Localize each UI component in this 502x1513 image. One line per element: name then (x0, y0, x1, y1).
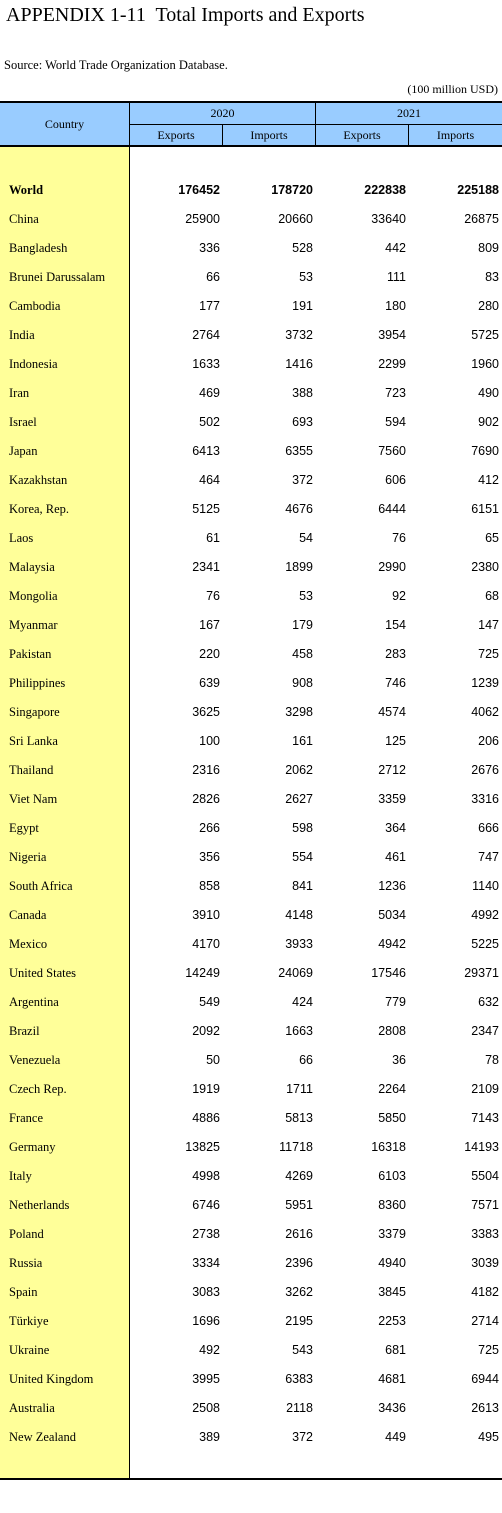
value-exports-2020: 502 (199, 415, 220, 429)
table-row (0, 350, 502, 379)
value-imports-2021: 495 (478, 1430, 499, 1444)
value-imports-2020: 1711 (286, 1082, 313, 1096)
country-name: Viet Nam (9, 792, 58, 806)
table-row (0, 1278, 502, 1307)
value-exports-2021: 6444 (378, 502, 406, 516)
value-exports-2020: 266 (199, 821, 220, 835)
value-imports-2021: 2613 (471, 1401, 499, 1415)
value-imports-2020: 191 (292, 299, 313, 313)
value-imports-2021: 65 (485, 531, 499, 545)
value-imports-2021: 725 (478, 1343, 499, 1357)
table-row (0, 872, 502, 901)
table-row (0, 930, 502, 959)
value-exports-2021: 92 (392, 589, 406, 603)
country-name: Nigeria (9, 850, 47, 864)
country-name: Mexico (9, 937, 48, 951)
value-imports-2021: 29371 (464, 966, 499, 980)
value-imports-2021: 280 (478, 299, 499, 313)
value-exports-2020: 2738 (192, 1227, 220, 1241)
value-exports-2021: 180 (385, 299, 406, 313)
value-exports-2020: 100 (199, 734, 220, 748)
value-exports-2020: 2764 (192, 328, 220, 342)
value-exports-2021: 283 (385, 647, 406, 661)
value-imports-2021: 5725 (471, 328, 499, 342)
value-exports-2021: 3436 (378, 1401, 406, 1415)
table-row (0, 1046, 502, 1075)
value-exports-2020: 336 (199, 241, 220, 255)
country-name: Italy (9, 1169, 32, 1183)
value-imports-2021: 1960 (471, 357, 499, 371)
table-row (0, 1162, 502, 1191)
value-exports-2020: 66 (206, 270, 220, 284)
country-name: Türkiye (9, 1314, 49, 1328)
country-name: Venezuela (9, 1053, 61, 1067)
value-imports-2020: 2627 (285, 792, 313, 806)
table-bottom-border (0, 1478, 502, 1480)
country-name: Bangladesh (9, 241, 68, 255)
country-name: Ukraine (9, 1343, 50, 1357)
table-row (0, 379, 502, 408)
value-exports-2021: 1236 (378, 879, 406, 893)
value-imports-2021: 147 (478, 618, 499, 632)
value-exports-2021: 5850 (378, 1111, 406, 1125)
value-imports-2021: 902 (478, 415, 499, 429)
source-note: Source: World Trade Organization Database. (4, 58, 228, 72)
value-exports-2020: 4998 (192, 1169, 220, 1183)
value-exports-2020: 50 (206, 1053, 220, 1067)
value-imports-2020: 2062 (285, 763, 313, 777)
table-row (0, 1394, 502, 1423)
table-row (0, 1336, 502, 1365)
country-name: Spain (9, 1285, 38, 1299)
value-imports-2021: 3316 (471, 792, 499, 806)
value-imports-2021: 809 (478, 241, 499, 255)
value-exports-2020: 1696 (192, 1314, 220, 1328)
value-imports-2020: 24069 (278, 966, 313, 980)
value-imports-2021: 3039 (471, 1256, 499, 1270)
table-row (0, 524, 502, 553)
value-exports-2020: 4886 (192, 1111, 220, 1125)
value-imports-2021: 7690 (471, 444, 499, 458)
country-name: Philippines (9, 676, 66, 690)
value-imports-2020: 4148 (285, 908, 313, 922)
value-exports-2021: 3954 (378, 328, 406, 342)
table-row (0, 698, 502, 727)
country-name: Germany (9, 1140, 56, 1154)
table-row (0, 1220, 502, 1249)
country-name: Egypt (9, 821, 39, 835)
header-country: Country (0, 103, 130, 145)
value-imports-2021: 412 (478, 473, 499, 487)
value-imports-2021: 2380 (471, 560, 499, 574)
value-exports-2020: 167 (199, 618, 220, 632)
value-exports-2020: 858 (199, 879, 220, 893)
value-exports-2020: 3334 (192, 1256, 220, 1270)
header-year-2021: 2021 (316, 103, 502, 125)
value-exports-2020: 2508 (192, 1401, 220, 1415)
country-name: Iran (9, 386, 30, 400)
value-exports-2020: 3625 (192, 705, 220, 719)
country-name: Brazil (9, 1024, 40, 1038)
value-exports-2020: 4170 (192, 937, 220, 951)
value-imports-2021: 7143 (471, 1111, 499, 1125)
value-exports-2021: 723 (385, 386, 406, 400)
value-imports-2020: 3298 (285, 705, 313, 719)
value-imports-2020: 5951 (285, 1198, 313, 1212)
country-name: Kazakhstan (9, 473, 68, 487)
table-row (0, 408, 502, 437)
country-name: Myanmar (9, 618, 58, 632)
value-imports-2021: 747 (478, 850, 499, 864)
value-imports-2021: 4182 (471, 1285, 499, 1299)
value-imports-2021: 2109 (471, 1082, 499, 1096)
value-imports-2021: 2714 (471, 1314, 499, 1328)
country-name: Australia (9, 1401, 55, 1415)
country-name: United States (9, 966, 77, 980)
value-exports-2021: 8360 (378, 1198, 406, 1212)
value-imports-2021: 5504 (471, 1169, 499, 1183)
value-exports-2021: 33640 (371, 212, 406, 226)
value-imports-2020: 178720 (271, 183, 313, 197)
value-exports-2021: 746 (385, 676, 406, 690)
value-imports-2020: 2195 (285, 1314, 313, 1328)
country-name: Israel (9, 415, 37, 429)
value-exports-2021: 3359 (378, 792, 406, 806)
table-row (0, 1104, 502, 1133)
value-imports-2020: 1663 (285, 1024, 313, 1038)
table-row (0, 959, 502, 988)
value-exports-2021: 779 (385, 995, 406, 1009)
table-row (0, 263, 502, 292)
table-row (0, 1133, 502, 1162)
value-exports-2020: 76 (206, 589, 220, 603)
country-name: World (9, 183, 44, 197)
value-exports-2020: 1919 (192, 1082, 220, 1096)
table-row (0, 1249, 502, 1278)
value-imports-2020: 1899 (285, 560, 313, 574)
value-exports-2021: 606 (385, 473, 406, 487)
value-exports-2021: 4942 (378, 937, 406, 951)
value-exports-2021: 125 (385, 734, 406, 748)
value-imports-2021: 26875 (464, 212, 499, 226)
country-name: Indonesia (9, 357, 58, 371)
value-exports-2020: 1633 (192, 357, 220, 371)
table-row (0, 727, 502, 756)
value-imports-2020: 53 (299, 270, 313, 284)
header-exports-2021: Exports (316, 125, 409, 145)
country-name: Singapore (9, 705, 60, 719)
value-imports-2020: 11718 (279, 1140, 313, 1154)
value-imports-2020: 2396 (285, 1256, 313, 1270)
value-exports-2021: 364 (385, 821, 406, 835)
value-imports-2021: 632 (478, 995, 499, 1009)
value-imports-2020: 3262 (285, 1285, 313, 1299)
value-imports-2020: 3732 (285, 328, 313, 342)
value-imports-2021: 2676 (471, 763, 499, 777)
table-row (0, 901, 502, 930)
value-exports-2021: 5034 (378, 908, 406, 922)
country-name: France (9, 1111, 44, 1125)
value-exports-2021: 16318 (371, 1140, 406, 1154)
country-name: India (9, 328, 35, 342)
table-row (0, 292, 502, 321)
value-exports-2021: 4940 (378, 1256, 406, 1270)
value-imports-2020: 2118 (286, 1401, 313, 1415)
country-name: Laos (9, 531, 34, 545)
value-exports-2021: 3379 (378, 1227, 406, 1241)
value-imports-2021: 5225 (471, 937, 499, 951)
value-exports-2021: 449 (385, 1430, 406, 1444)
country-name: Cambodia (9, 299, 61, 313)
country-name: Sri Lanka (9, 734, 58, 748)
value-imports-2020: 598 (292, 821, 313, 835)
value-exports-2020: 3083 (192, 1285, 220, 1299)
value-exports-2020: 13825 (185, 1140, 220, 1154)
table-row (0, 176, 502, 205)
value-exports-2020: 492 (199, 1343, 220, 1357)
country-name: Mongolia (9, 589, 58, 603)
table-body (0, 176, 502, 1452)
value-exports-2021: 4681 (378, 1372, 406, 1386)
value-imports-2021: 725 (478, 647, 499, 661)
value-exports-2021: 681 (385, 1343, 406, 1357)
value-exports-2021: 2990 (378, 560, 406, 574)
value-imports-2020: 4676 (285, 502, 313, 516)
table-row (0, 495, 502, 524)
value-exports-2020: 176452 (178, 183, 220, 197)
country-name: Korea, Rep. (9, 502, 70, 516)
value-exports-2021: 2808 (378, 1024, 406, 1038)
value-exports-2020: 177 (199, 299, 220, 313)
value-exports-2021: 36 (392, 1053, 406, 1067)
value-exports-2020: 220 (199, 647, 220, 661)
value-imports-2021: 6944 (471, 1372, 499, 1386)
country-name: Japan (9, 444, 38, 458)
country-name: Argentina (9, 995, 59, 1009)
table-row (0, 1191, 502, 1220)
table-row (0, 205, 502, 234)
value-imports-2021: 83 (485, 270, 499, 284)
country-name: Canada (9, 908, 47, 922)
value-exports-2021: 17546 (371, 966, 406, 980)
table-row (0, 669, 502, 698)
value-imports-2021: 68 (485, 589, 499, 603)
value-exports-2021: 222838 (364, 183, 406, 197)
value-imports-2020: 66 (299, 1053, 313, 1067)
value-imports-2020: 554 (292, 850, 313, 864)
value-exports-2020: 356 (199, 850, 220, 864)
value-imports-2020: 1416 (285, 357, 313, 371)
value-exports-2020: 2826 (192, 792, 220, 806)
value-exports-2020: 469 (199, 386, 220, 400)
value-exports-2021: 3845 (378, 1285, 406, 1299)
value-imports-2021: 6151 (471, 502, 499, 516)
table-row (0, 611, 502, 640)
value-imports-2020: 53 (299, 589, 313, 603)
country-name: Netherlands (9, 1198, 70, 1212)
value-exports-2020: 6413 (192, 444, 220, 458)
value-imports-2021: 3383 (471, 1227, 499, 1241)
value-imports-2021: 1140 (472, 879, 499, 893)
value-exports-2021: 154 (385, 618, 406, 632)
header-exports-2020: Exports (130, 125, 223, 145)
value-imports-2020: 841 (292, 879, 313, 893)
value-exports-2020: 464 (199, 473, 220, 487)
value-imports-2020: 161 (292, 734, 313, 748)
table-row (0, 814, 502, 843)
value-imports-2020: 3933 (285, 937, 313, 951)
value-exports-2020: 2316 (192, 763, 220, 777)
value-exports-2021: 594 (385, 415, 406, 429)
table-row (0, 234, 502, 263)
value-imports-2020: 543 (292, 1343, 313, 1357)
value-imports-2021: 206 (478, 734, 499, 748)
value-exports-2021: 111 (386, 270, 406, 284)
value-imports-2020: 908 (292, 676, 313, 690)
value-exports-2020: 3995 (192, 1372, 220, 1386)
value-exports-2021: 461 (385, 850, 406, 864)
country-name: Malaysia (9, 560, 55, 574)
country-name: South Africa (9, 879, 73, 893)
table-row (0, 785, 502, 814)
value-imports-2020: 528 (292, 241, 313, 255)
table-row (0, 843, 502, 872)
country-name: Czech Rep. (9, 1082, 67, 1096)
value-imports-2020: 372 (292, 473, 313, 487)
value-exports-2020: 5125 (192, 502, 220, 516)
table-row (0, 756, 502, 785)
value-exports-2020: 2092 (192, 1024, 220, 1038)
table-row (0, 553, 502, 582)
table-row (0, 1365, 502, 1394)
country-name: Poland (9, 1227, 44, 1241)
value-imports-2020: 54 (299, 531, 313, 545)
value-imports-2021: 1239 (471, 676, 499, 690)
value-imports-2020: 693 (292, 415, 313, 429)
country-name: Brunei Darussalam (9, 270, 106, 284)
value-imports-2020: 20660 (278, 212, 313, 226)
value-exports-2021: 442 (385, 241, 406, 255)
value-exports-2020: 6746 (192, 1198, 220, 1212)
value-exports-2021: 2299 (378, 357, 406, 371)
table-row (0, 640, 502, 669)
table-row (0, 988, 502, 1017)
value-imports-2021: 2347 (471, 1024, 499, 1038)
value-exports-2021: 2253 (378, 1314, 406, 1328)
value-imports-2020: 424 (292, 995, 313, 1009)
value-imports-2020: 372 (292, 1430, 313, 1444)
value-imports-2020: 6383 (285, 1372, 313, 1386)
value-exports-2020: 3910 (192, 908, 220, 922)
value-exports-2021: 6103 (378, 1169, 406, 1183)
country-name: Russia (9, 1256, 43, 1270)
value-imports-2020: 5813 (285, 1111, 313, 1125)
value-exports-2020: 61 (206, 531, 220, 545)
value-exports-2020: 549 (199, 995, 220, 1009)
value-exports-2020: 389 (199, 1430, 220, 1444)
header-imports-2020: Imports (223, 125, 316, 145)
value-imports-2021: 666 (478, 821, 499, 835)
value-imports-2020: 4269 (285, 1169, 313, 1183)
table-row (0, 1075, 502, 1104)
table-row (0, 1423, 502, 1452)
value-imports-2021: 4062 (471, 705, 499, 719)
header-year-2020: 2020 (130, 103, 316, 125)
value-exports-2020: 639 (199, 676, 220, 690)
value-exports-2021: 4574 (378, 705, 406, 719)
country-name: New Zealand (9, 1430, 76, 1444)
table-row (0, 582, 502, 611)
table-row (0, 321, 502, 350)
country-name: China (9, 212, 39, 226)
value-imports-2021: 7571 (471, 1198, 499, 1212)
value-imports-2021: 14193 (464, 1140, 499, 1154)
unit-label: (100 million USD) (407, 82, 498, 96)
value-exports-2020: 14249 (185, 966, 220, 980)
value-imports-2021: 4992 (471, 908, 499, 922)
value-exports-2021: 2264 (378, 1082, 406, 1096)
value-exports-2021: 7560 (378, 444, 406, 458)
header-imports-2021: Imports (436, 127, 475, 142)
country-name: Thailand (9, 763, 54, 777)
table-row (0, 1307, 502, 1336)
value-imports-2020: 179 (292, 618, 313, 632)
table-row (0, 466, 502, 495)
value-imports-2020: 2616 (285, 1227, 313, 1241)
table-header (0, 101, 502, 147)
value-exports-2020: 2341 (192, 560, 220, 574)
table-row (0, 1017, 502, 1046)
table-row (0, 437, 502, 466)
value-exports-2021: 76 (392, 531, 406, 545)
country-name: United Kingdom (9, 1372, 94, 1386)
value-imports-2021: 78 (485, 1053, 499, 1067)
value-exports-2021: 2712 (378, 763, 406, 777)
value-imports-2021: 490 (478, 386, 499, 400)
value-imports-2020: 458 (292, 647, 313, 661)
value-imports-2020: 6355 (285, 444, 313, 458)
country-name: Pakistan (9, 647, 52, 661)
page-title: APPENDIX 1-11 Total Imports and Exports (6, 4, 365, 26)
value-imports-2020: 388 (292, 386, 313, 400)
value-exports-2020: 25900 (185, 212, 220, 226)
value-imports-2021: 225188 (457, 183, 499, 197)
